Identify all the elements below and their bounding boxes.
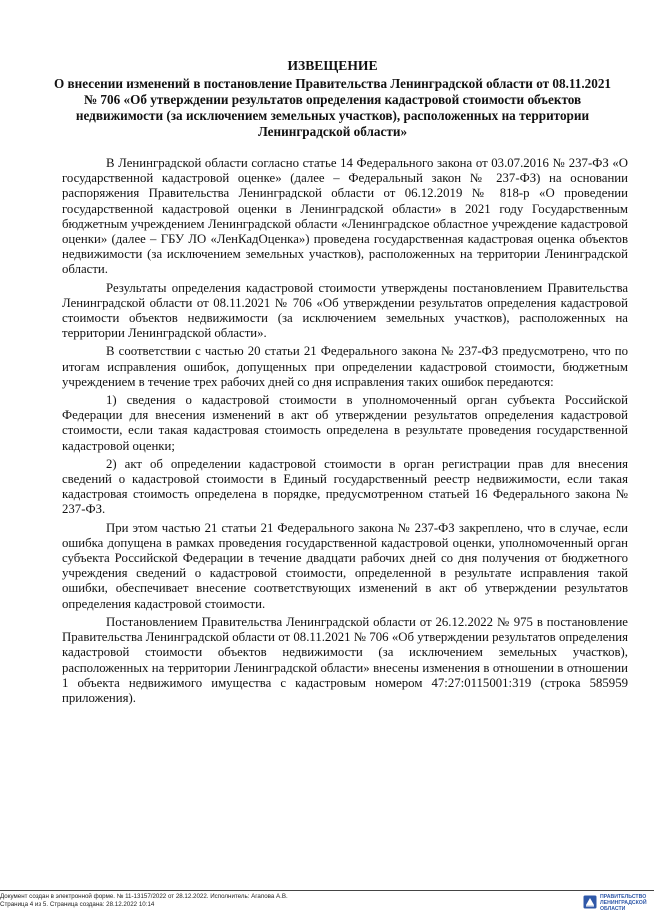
paragraph: Постановлением Правительства Ленинградской области от 26.12.2022 № 975 в постановление Правительства Ленинградской области от 08.11.2021 № 706 «Об утверждении результатов определения кадастровой стоимости объектов недвижимости (за исключением земельных участков), расположенных на территории Ленинградской области» внесены изменения в отношении в отношении 1 объекта недвижимого имущества с кадастровым номером 47:27:0115001:319 (строка 585959 приложения).	[62, 614, 628, 705]
title-block	[50, 58, 615, 140]
page-footer	[0, 890, 654, 916]
footer-page-line: Страница 4 из 5. Страница создана: 28.12.2022 10:14	[0, 901, 155, 908]
document-title: ИЗВЕЩЕНИЕ	[287, 58, 378, 73]
footer-created-line: Документ создан в электронной форме. № 11-13157/2022 от 28.12.2022. Исполнитель: Агапова А.В.	[0, 893, 288, 900]
paragraph: Результаты определения кадастровой стоимости утверждены постановлением Правительства Ленинградской области от 08.11.2021 № 706 «Об утверждении результатов определения кадастровой стоимости объектов недвижимости (за исключением земельных участков), расположенных на территории Ленинградской области».	[62, 280, 628, 341]
footer-divider	[0, 890, 654, 891]
paragraph: В Ленинградской области согласно статье 14 Федерального закона от 03.07.2016 № 237-ФЗ «О государственной кадастровой оценке» (далее – Федеральный закон № 237-ФЗ) на основании распоряжения Правительства Ленинградской области от 06.12.2019 № 818-р «О проведении государственной кадастровой оценки в Ленинградской области» в 2021 году Государственным бюджетным учреждением Ленинградской области «Ленинградское областное учреждение кадастровой оценки» (далее – ГБУ ЛО «ЛенКадОценка») проведена государственная кадастровая оценка объектов недвижимости (за исключением земельных участков), расположенных на территории Ленинградской области.	[62, 156, 628, 277]
logo-text	[600, 894, 647, 912]
logo-line: ОБЛАСТИ	[600, 906, 626, 912]
paragraph: В соответствии с частью 20 статьи 21 Федерального закона № 237-ФЗ предусмотрено, что по итогам исправления ошибок, допущенных при определении кадастровой стоимости, бюджетным учреждением в течение трех рабочих дней со дня исправления таких ошибок передаются:	[62, 344, 628, 389]
leningrad-region-emblem-icon	[583, 895, 597, 909]
document-subtitle: О внесении изменений в постановление Правительства Ленинградской области от 08.11.2021 № 706 «Об утверждении результатов определения кадастровой стоимости объектов недвижимости (за исключением земельных участков), расположенных на территории Ленинградской области»	[53, 76, 612, 139]
logo-line: ЛЕНИНГРАДСКОЙ	[600, 900, 647, 906]
paragraph: 1) сведения о кадастровой стоимости в уполномоченный орган субъекта Российской Федерации для внесения изменений в акт об утверждении результатов определения кадастровой стоимости, если такая кадастровая стоимость определена в результате проведения государственной кадастровой оценки;	[62, 393, 628, 453]
footer-meta	[0, 893, 288, 909]
document-body	[62, 156, 628, 709]
paragraph: При этом частью 21 статьи 21 Федерального закона № 237-ФЗ закреплено, что в случае, если ошибка допущена в рамках проведения государственной кадастровой оценки, уполномоченный орган субъекта Российской Федерации в течение двадцати рабочих дней со дня получения от бюджетного учреждения сведений о кадастровой стоимости, определенной в результате исправления такой ошибки, обеспечивает внесение соответствующих изменений в акт об утверждении результатов определения кадастровой стоимости.	[62, 520, 628, 611]
government-logo	[583, 893, 651, 913]
paragraph: 2) акт об определении кадастровой стоимости в орган регистрации прав для внесения сведений о кадастровой стоимости в Единый государственный реестр недвижимости, если такая кадастровая стоимость определена в порядке, предусмотренном статьей 16 Федерального закона № 237-ФЗ.	[62, 456, 628, 517]
logo-line: ПРАВИТЕЛЬСТВО	[600, 894, 647, 900]
